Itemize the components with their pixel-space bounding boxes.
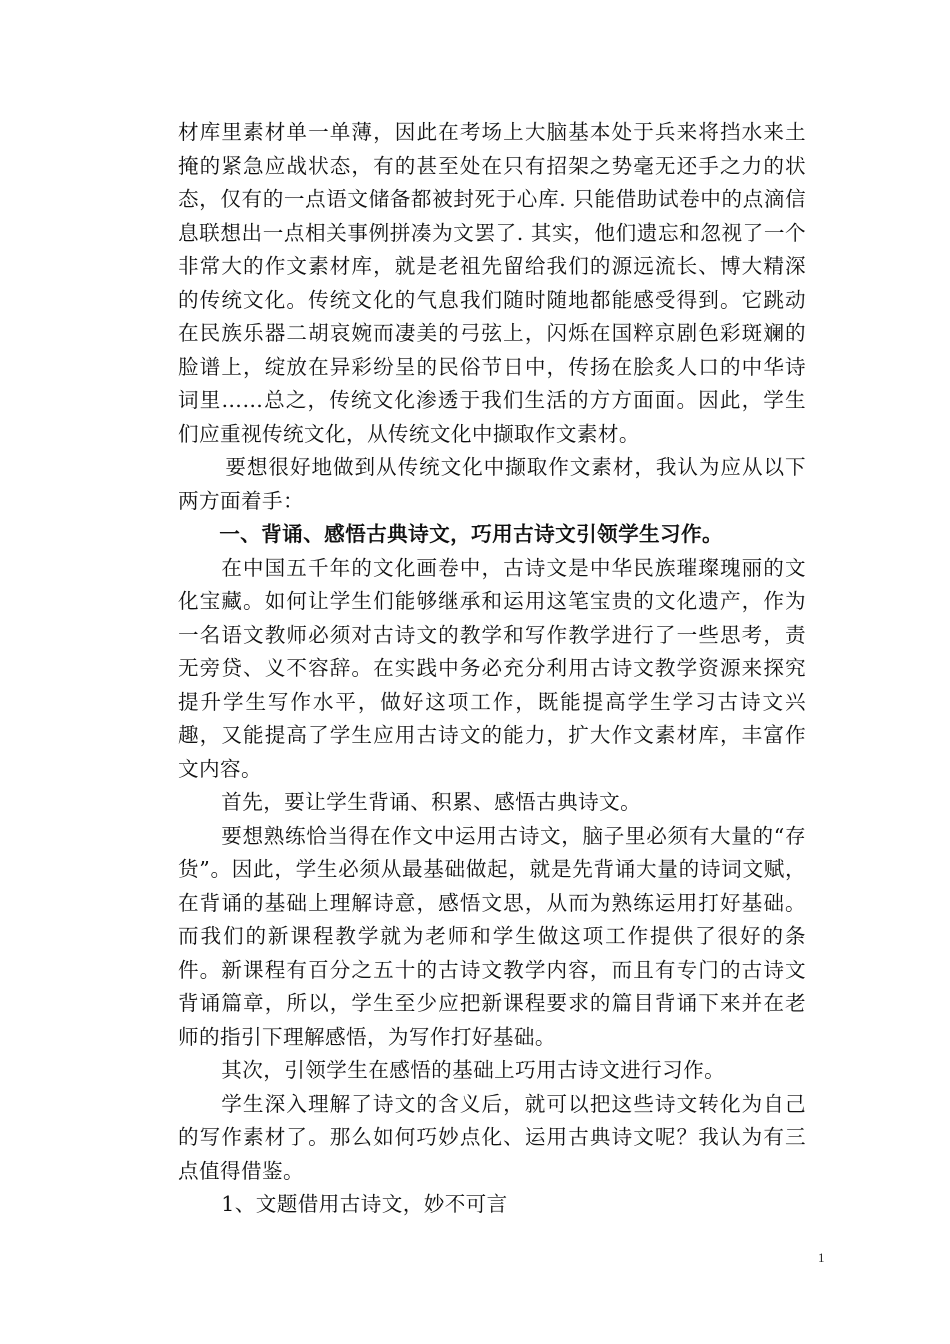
paragraph-intro: 材库里素材单一单薄，因此在考场上大脑基本处于兵来将挡水来土掩的紧急应战状态，有的甚至处在只有招架之势毫无还手之力的状态，仅有的一点语文储备都被封死于心库. 只能借助试卷中的点滴信息联想出一点相关事例拼凑为文罢了. 其实，他们遗忘和忽视了一个非常大的作文素材库，就是老祖先留给我们的源远流长、博大精深的传统文化。传统文化的气息我们随时随地都能感受得到。它跳动在民族乐器二胡哀婉而凄美的弓弦上，闪烁在国粹京剧色彩斑斓的脸谱上，绽放在异彩纷呈的民俗节日中，传扬在脍炙人口的中华诗词里……总之，传统文化渗透于我们生活的方方面面。因此，学生们应重视传统文化，从传统文化中撷取作文素材。	[178, 120, 806, 446]
paragraph-classical-poetry: 在中国五千年的文化画卷中，古诗文是中华民族璀璨瑰丽的文化宝藏。如何让学生们能够继承和运用这笔宝贵的文化遗产，作为一名语文教师必须对古诗文的教学和写作教学进行了一些思考，责无旁贷、义不容辞。在实践中务必充分利用古诗文教学资源来探究提升学生写作水平，做好这项工作，既能提高学生学习古诗文兴趣，又能提高了学生应用古诗文的能力，扩大作文素材库，丰富作文内容。	[178, 555, 806, 781]
section-heading-1: 一、背诵、感悟古典诗文，巧用古诗文引领学生习作。	[219, 522, 724, 546]
paragraph-approach: 要想很好地做到从传统文化中撷取作文素材，我认为应从以下两方面着手：	[178, 455, 806, 513]
paragraph-second: 其次，引领学生在感悟的基础上巧用古诗文进行习作。	[221, 1058, 726, 1082]
paragraph-memorize: 要想熟练恰当得在作文中运用古诗文，脑子里必须有大量的“存货”。因此，学生必须从最基础做起，就是先背诵大量的诗词文赋，在背诵的基础上理解诗意，感悟文思，从而为熟练运用打好基础。而我们的新课程教学就为老师和学生做这项工作提供了很好的条件。新课程有百分之五十的古诗文教学内容，而且有专门的古诗文背诵篇章，所以，学生至少应把新课程要求的篇目背诵下来并在老师的指引下理解感悟，为写作打好基础。	[178, 823, 806, 1049]
paragraph-first: 首先，要让学生背诵、积累、感悟古典诗文。	[221, 790, 642, 814]
paragraph-apply: 学生深入理解了诗文的含义后，就可以把这些诗文转化为自己的写作素材了。那么如何巧妙点化、运用古典诗文呢？我认为有三点值得借鉴。	[178, 1091, 806, 1183]
paragraph-point-1: 1、文题借用古诗文，妙不可言	[221, 1192, 508, 1216]
page-number: 1	[818, 1250, 825, 1265]
body-text	[178, 116, 806, 1222]
